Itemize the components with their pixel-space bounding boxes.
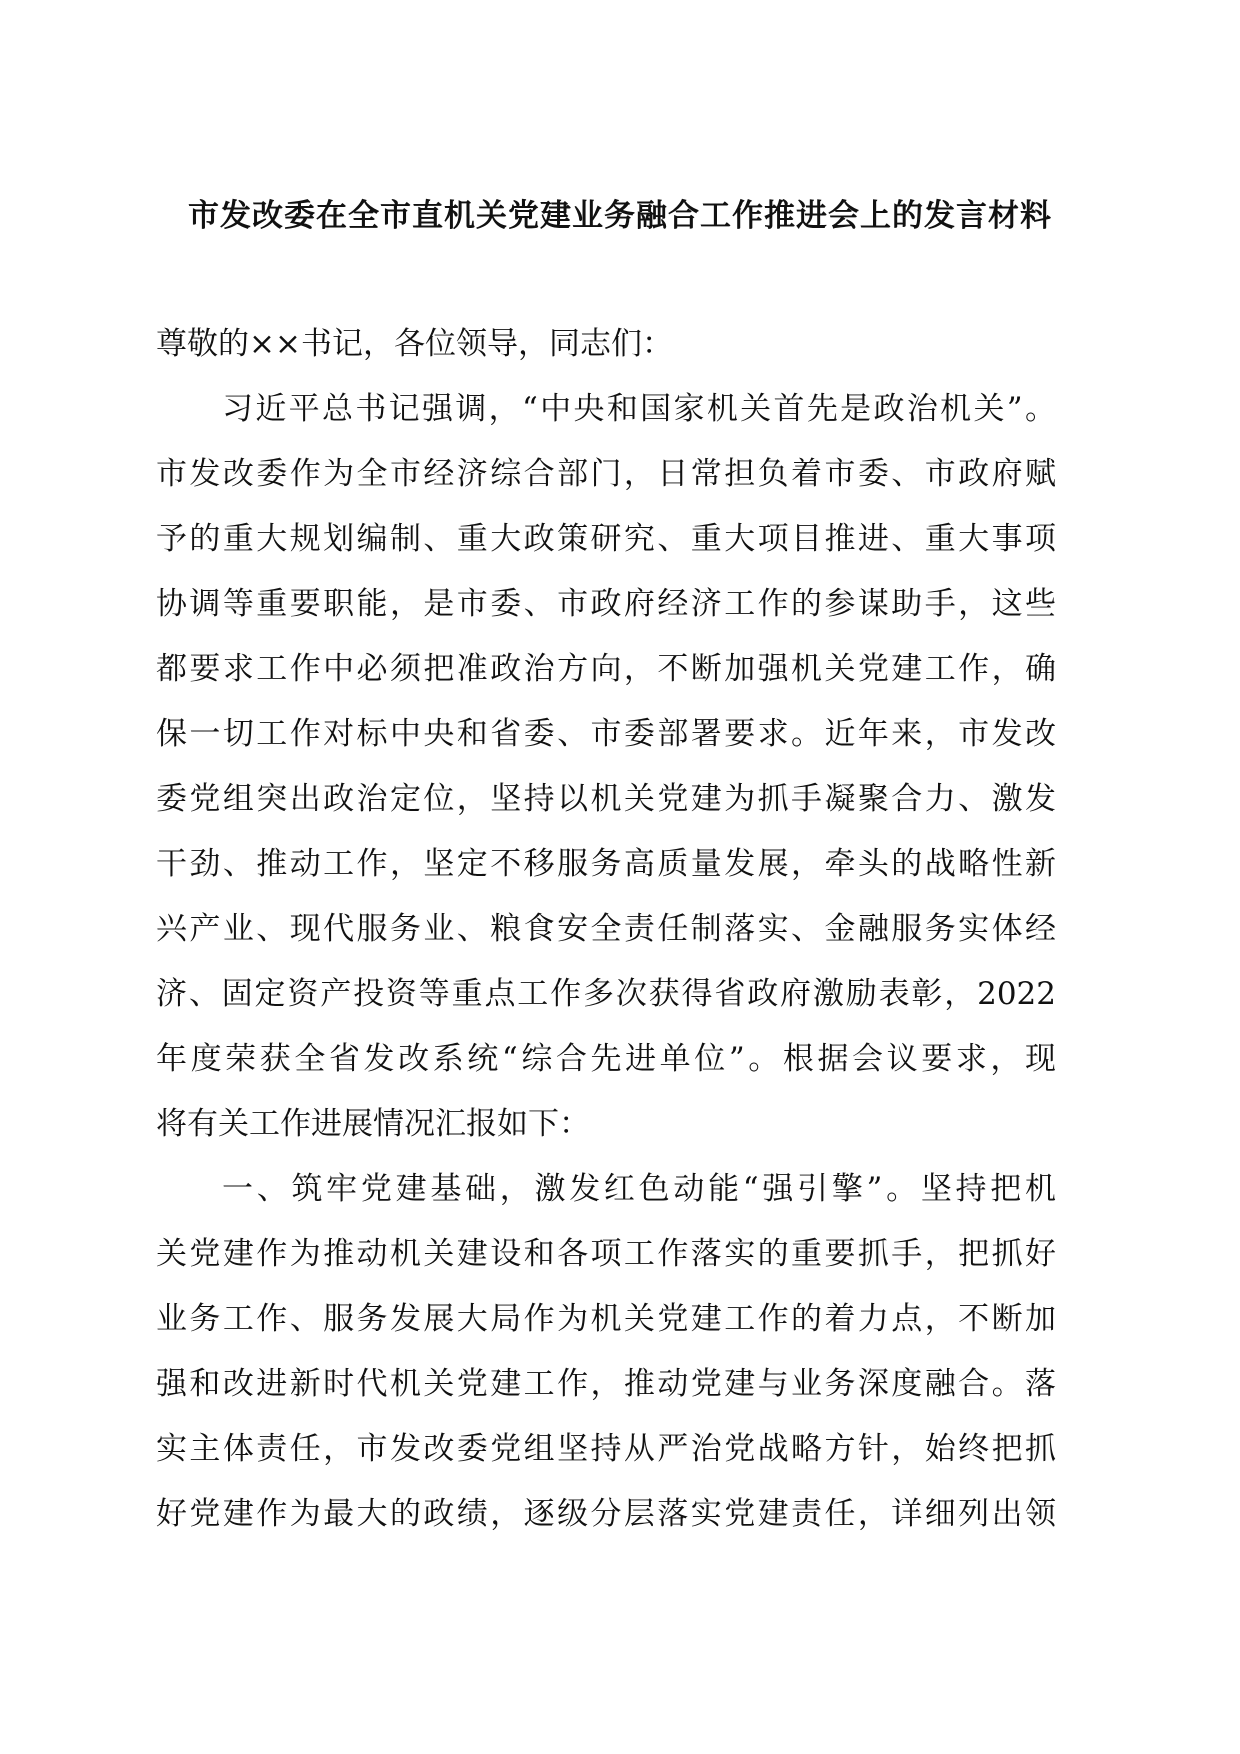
paragraph-2-line-3: 业务工作、服务发展大局作为机关党建工作的着力点，不断加 <box>156 1301 1056 1337</box>
paragraph-2-line-6: 好党建作为最大的政绩，逐级分层落实党建责任，详细列出领 <box>156 1496 1056 1532</box>
paragraph-2-line-5: 实主体责任，市发改委党组坚持从严治党战略方针，始终把抓 <box>156 1431 1056 1467</box>
paragraph-2-line-4: 强和改进新时代机关党建工作，推动党建与业务深度融合。落 <box>156 1366 1056 1402</box>
paragraph-1-line-8: 干劲、推动工作，坚定不移服务高质量发展，牵头的战略性新 <box>156 846 1056 882</box>
document-title: 市发改委在全市直机关党建业务融合工作推进会上的发言材料 <box>188 198 1052 234</box>
paragraph-1-line-1: 习近平总书记强调，“中央和国家机关首先是政治机关”。 <box>222 391 1056 427</box>
paragraph-1-line-3: 予的重大规划编制、重大政策研究、重大项目推进、重大事项 <box>156 521 1056 557</box>
paragraph-1-line-12: 将有关工作进展情况汇报如下： <box>156 1106 590 1142</box>
paragraph-1-line-9: 兴产业、现代服务业、粮食安全责任制落实、金融服务实体经 <box>156 911 1056 947</box>
paragraph-1-line-11: 年度荣获全省发改系统“综合先进单位”。根据会议要求，现 <box>156 1041 1056 1077</box>
paragraph-1-line-4: 协调等重要职能，是市委、市政府经济工作的参谋助手，这些 <box>156 586 1056 622</box>
paragraph-1-line-7: 委党组突出政治定位，坚持以机关党建为抓手凝聚合力、激发 <box>156 781 1056 817</box>
paragraph-2-line-1: 一、筑牢党建基础，激发红色动能“强引擎”。坚持把机 <box>222 1171 1056 1207</box>
salutation: 尊敬的××书记，各位领导，同志们： <box>156 326 673 362</box>
paragraph-2-line-2: 关党建作为推动机关建设和各项工作落实的重要抓手，把抓好 <box>156 1236 1056 1272</box>
paragraph-1-line-5: 都要求工作中必须把准政治方向，不断加强机关党建工作，确 <box>156 651 1056 687</box>
paragraph-1-line-6: 保一切工作对标中央和省委、市委部署要求。近年来，市发改 <box>156 716 1056 752</box>
paragraph-1-line-10: 济、固定资产投资等重点工作多次获得省政府激励表彰，2022 <box>156 976 1056 1012</box>
paragraph-1-line-2: 市发改委作为全市经济综合部门，日常担负着市委、市政府赋 <box>156 456 1056 492</box>
document-body <box>156 312 1056 1547</box>
